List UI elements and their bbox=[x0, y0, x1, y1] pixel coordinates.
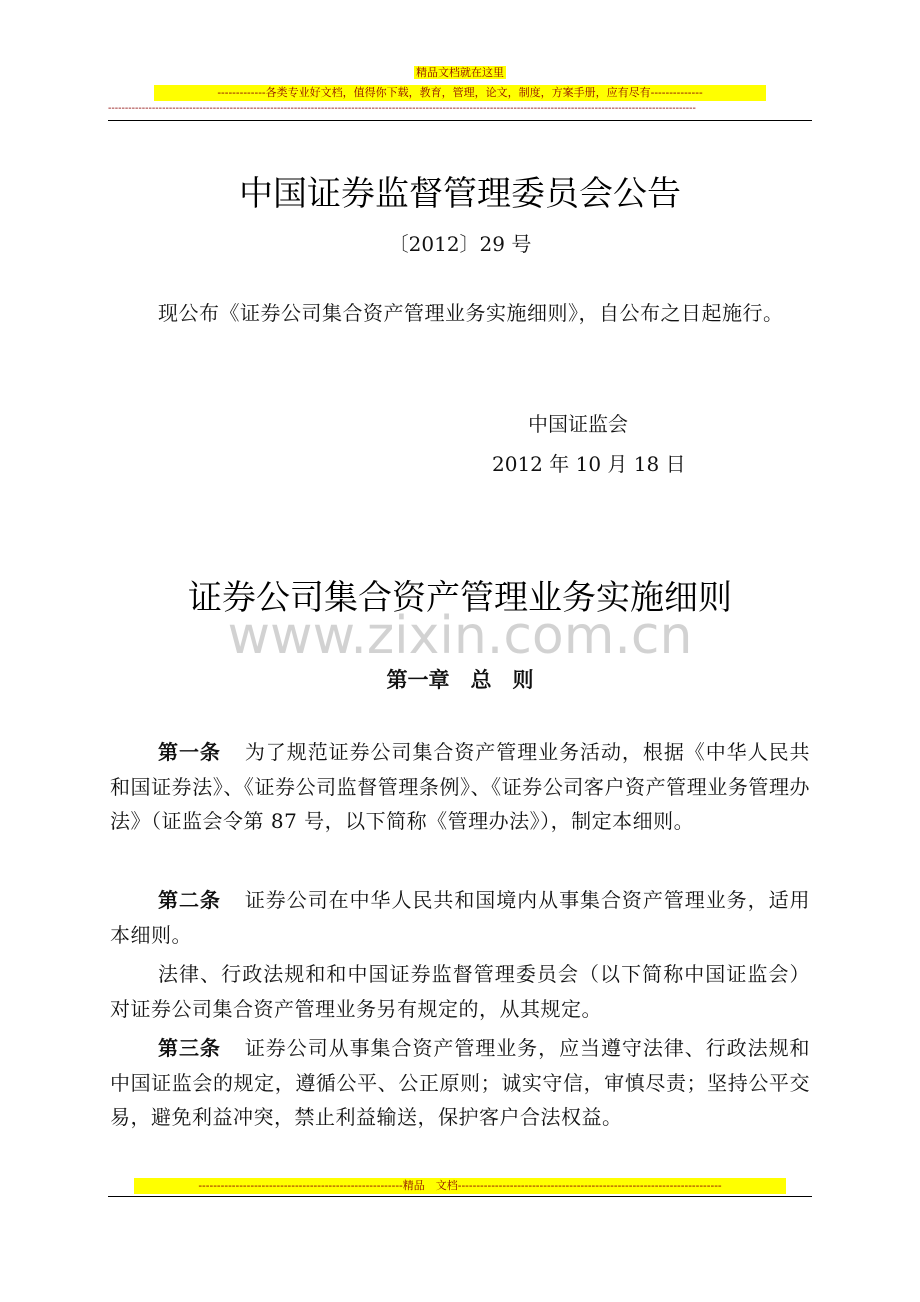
footer-banner: -------------------------------------------------------精品 文档----------------------------------------------------------------------- bbox=[134, 1178, 786, 1194]
announcement-date: 2012 年 10 月 18 日 bbox=[492, 452, 686, 476]
announcement-signer: 中国证监会 bbox=[528, 412, 628, 436]
article-text: 法律、行政法规和和中国证券监督管理委员会（以下简称中国证监会）对证券公司集合资产管理业务另有规定的，从其规定。 bbox=[110, 962, 810, 1021]
article-label: 第二条 bbox=[158, 888, 221, 912]
footer-rule bbox=[108, 1196, 812, 1197]
article-label: 第三条 bbox=[158, 1036, 221, 1060]
article-text: 证券公司在中华人民共和国境内从事集合资产管理业务，适用本细则。 bbox=[110, 888, 811, 947]
header-top-text: 精品文档就在这里 bbox=[416, 66, 504, 79]
article-2-paragraph-2 bbox=[110, 957, 810, 1026]
article-1 bbox=[110, 735, 810, 839]
announcement-title: 中国证券监督管理委员会公告 bbox=[239, 174, 681, 214]
header-dash-line: ------------------------------------------------------------------------------------------------------------------------------------------------------------------------------ bbox=[108, 103, 696, 114]
watermark: www.zixin.com.cn bbox=[227, 606, 693, 666]
header-top-line bbox=[0, 66, 920, 80]
announcement-number: 〔2012〕29 号 bbox=[388, 232, 532, 256]
header-banner: -------------各类专业好文档，值得你下载，教育，管理，论文，制度，方案手册，应有尽有-------------- bbox=[154, 85, 766, 101]
article-3 bbox=[110, 1031, 810, 1135]
header-rule bbox=[108, 120, 812, 121]
article-2 bbox=[110, 883, 810, 952]
announcement-body: 现公布《证券公司集合资产管理业务实施细则》，自公布之日起施行。 bbox=[158, 301, 784, 325]
rules-title: 证券公司集合资产管理业务实施细则 bbox=[188, 578, 732, 618]
article-text: 为了规范证券公司集合资产管理业务活动，根据《中华人民共和国证券法》、《证券公司监督管理条例》、《证券公司客户资产管理业务管理办法》（证监会令第 87 号，以下简称《管理办法》），制定本细则。 bbox=[110, 740, 811, 833]
article-label: 第一条 bbox=[158, 740, 221, 764]
article-text: 证券公司从事集合资产管理业务，应当遵守法律、行政法规和中国证监会的规定，遵循公平、公正原则；诚实守信，审慎尽责；坚持公平交易，避免利益冲突，禁止利益输送，保护客户合法权益。 bbox=[110, 1036, 811, 1129]
chapter-heading: 第一章 总 则 bbox=[386, 668, 534, 692]
